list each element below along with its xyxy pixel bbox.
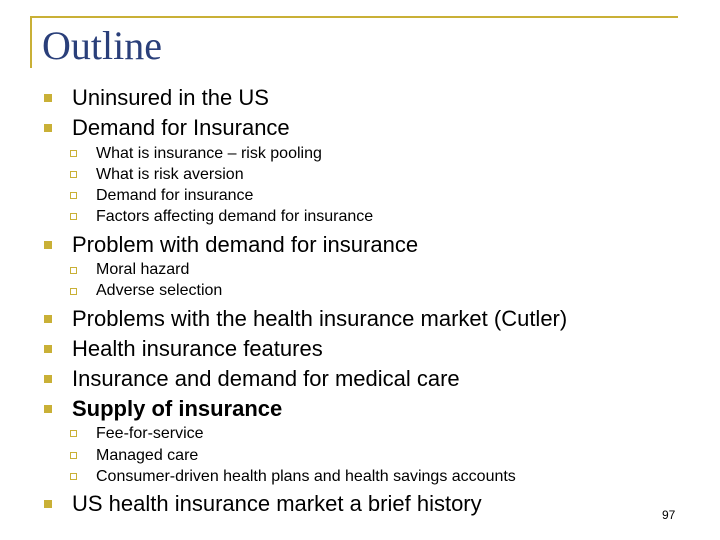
outline-item-uninsured: Uninsured in the US — [72, 85, 269, 110]
square-bullet-icon — [44, 405, 52, 413]
outline-item-market-problems: Problems with the health insurance market (Cutler) — [72, 306, 568, 331]
slide-title: Outline — [42, 23, 162, 68]
square-bullet-icon — [44, 124, 52, 132]
outline-subitem-consumer-driven: Consumer-driven health plans and health savings accounts — [96, 468, 516, 485]
hollow-square-bullet-icon — [70, 430, 77, 437]
hollow-square-bullet-icon — [70, 473, 77, 480]
title-frame-top-rule — [30, 16, 678, 18]
hollow-square-bullet-icon — [70, 213, 77, 220]
outline-item-demand-for-insurance: Demand for Insurance — [72, 115, 290, 140]
outline-subitem-adverse-selection: Adverse selection — [96, 282, 223, 299]
hollow-square-bullet-icon — [70, 171, 77, 178]
outline-item-problem-with-demand: Problem with demand for insurance — [72, 232, 419, 257]
outline-item-insurance-features: Health insurance features — [72, 336, 323, 361]
hollow-square-bullet-icon — [70, 192, 77, 199]
outline-subitem-demand: Demand for insurance — [96, 187, 254, 204]
hollow-square-bullet-icon — [70, 452, 77, 459]
outline-subitem-factors: Factors affecting demand for insurance — [96, 208, 374, 225]
outline-subitem-managed-care: Managed care — [96, 447, 199, 464]
outline-item-market-history: US health insurance market a brief history — [72, 491, 482, 516]
square-bullet-icon — [44, 500, 52, 508]
square-bullet-icon — [44, 94, 52, 102]
square-bullet-icon — [44, 241, 52, 249]
outline-subitem-moral-hazard: Moral hazard — [96, 261, 190, 278]
hollow-square-bullet-icon — [70, 150, 77, 157]
hollow-square-bullet-icon — [70, 267, 77, 274]
square-bullet-icon — [44, 345, 52, 353]
title-frame-left-rule — [30, 16, 32, 68]
square-bullet-icon — [44, 315, 52, 323]
page-number: 97 — [662, 508, 676, 522]
outline-item-demand-for-medical-care: Insurance and demand for medical care — [72, 366, 460, 391]
outline-subitem-risk-aversion: What is risk aversion — [96, 166, 244, 183]
outline-subitem-risk-pooling: What is insurance – risk pooling — [96, 145, 322, 162]
hollow-square-bullet-icon — [70, 288, 77, 295]
square-bullet-icon — [44, 375, 52, 383]
outline-subitem-fee-for-service: Fee-for-service — [96, 425, 204, 442]
outline-item-supply-of-insurance: Supply of insurance — [72, 396, 283, 421]
